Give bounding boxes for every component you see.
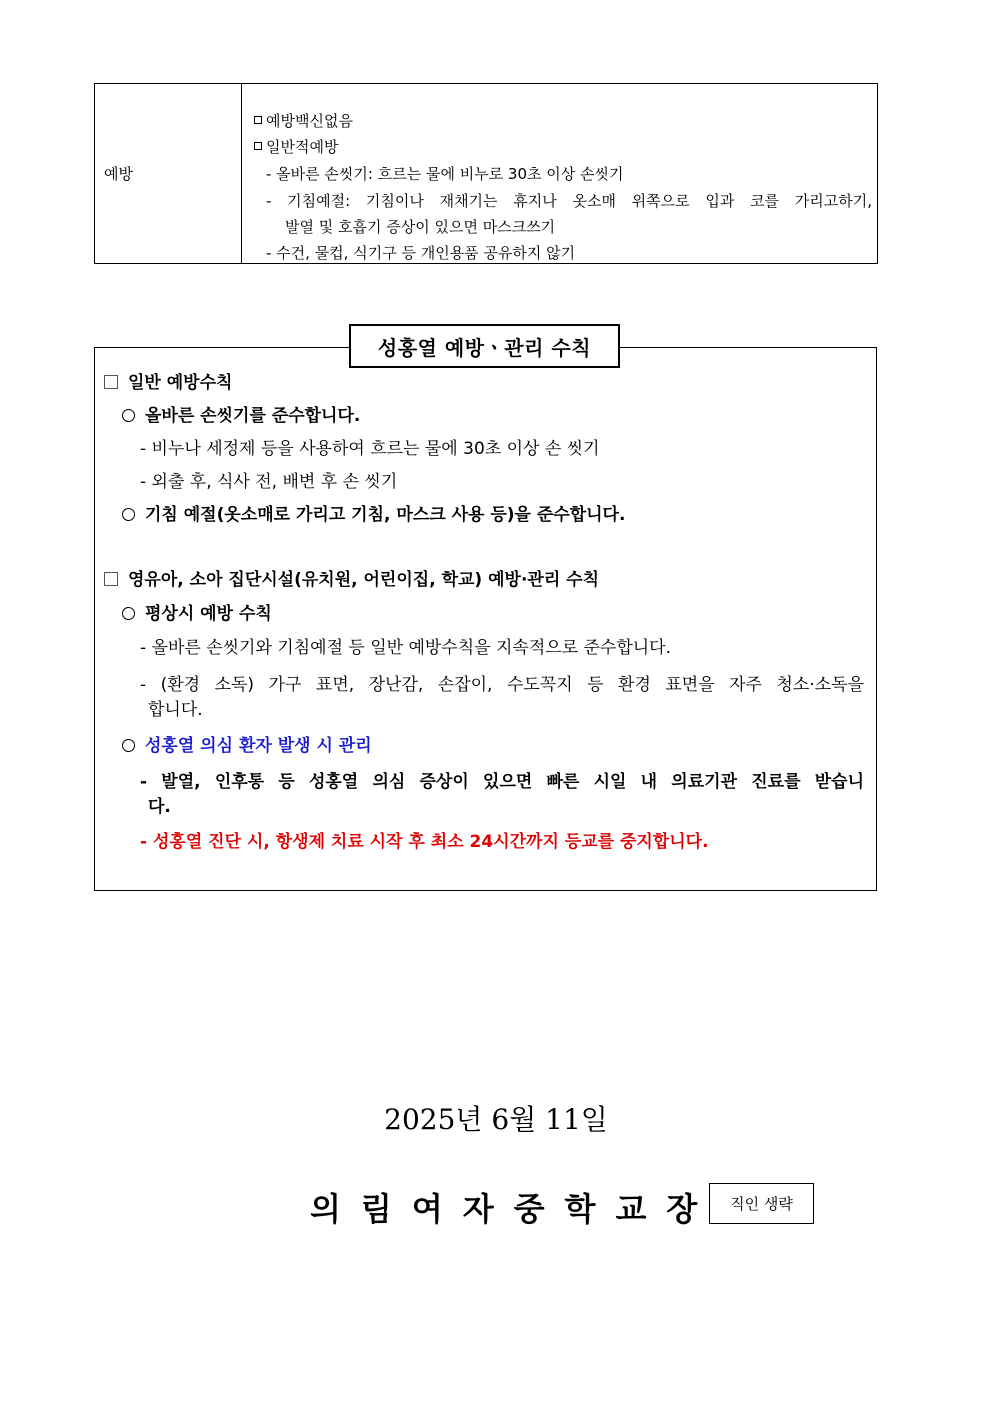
prevention-line: 발열 및 호흡기 증상이 있으면 마스크쓰기 bbox=[285, 218, 556, 236]
prevention-line: - 올바른 손씻기: 흐르는 물에 비누로 30초 이상 손씻기 bbox=[266, 165, 624, 183]
normal-sub-cont: 합니다. bbox=[148, 700, 203, 720]
prevention-line: 일반적예방 bbox=[254, 137, 338, 157]
checkbox-square-icon bbox=[104, 572, 118, 586]
document-date: 2025년 6월 11일 bbox=[384, 1103, 608, 1136]
rules-title: 성홍열 예방ㆍ관리 수칙 bbox=[349, 324, 620, 368]
suspect-sub-cont: 다. bbox=[148, 797, 171, 817]
small-square-icon bbox=[254, 142, 262, 150]
suspect-notice: - 성홍열 진단 시, 항생제 치료 시작 후 최소 24시간까지 등교를 중지합니다. bbox=[140, 832, 709, 852]
prevention-line: 예방백신없음 bbox=[254, 111, 353, 131]
principal-title: 의림여자중학교장 bbox=[310, 1190, 718, 1228]
normal-sub: - 올바른 손씻기와 기침예절 등 일반 예방수칙을 지속적으로 준수합니다. bbox=[140, 638, 672, 658]
checkbox-square-icon bbox=[104, 375, 118, 389]
normal-heading: 평상시 예방 수칙 bbox=[122, 602, 272, 626]
circle-bullet-icon bbox=[122, 739, 135, 752]
prevention-line: - 기침예절: 기침이나 재채기는 휴지나 옷소매 위쪽으로 입과 코를 가리고하기, bbox=[266, 192, 872, 210]
normal-sub: - (환경 소독) 가구 표면, 장난감, 손잡이, 수도꼭지 등 환경 표면을 자주 청소·소독을 bbox=[140, 675, 864, 695]
seal-omitted-box: 직인 생략 bbox=[709, 1183, 814, 1224]
general-sub: - 비누나 세정제 등을 사용하여 흐르는 물에 30초 이상 손 씻기 bbox=[140, 439, 600, 459]
prevention-table bbox=[94, 83, 878, 264]
small-square-icon bbox=[254, 116, 262, 124]
general-sub: - 외출 후, 식사 전, 배변 후 손 씻기 bbox=[140, 472, 398, 492]
general-item: 기침 예절(옷소매로 가리고 기침, 마스크 사용 등)을 준수합니다. bbox=[122, 503, 625, 527]
general-item: 올바른 손씻기를 준수합니다. bbox=[122, 404, 360, 428]
suspect-heading: 성홍열 의심 환자 발생 시 관리 bbox=[122, 734, 372, 758]
circle-bullet-icon bbox=[122, 508, 135, 521]
general-heading: 일반 예방수칙 bbox=[104, 371, 232, 395]
facility-heading: 영유아, 소아 집단시설(유치원, 어린이집, 학교) 예방·관리 수칙 bbox=[104, 568, 599, 592]
prevention-line: - 수건, 물컵, 식기구 등 개인용품 공유하지 않기 bbox=[266, 244, 576, 262]
circle-bullet-icon bbox=[122, 409, 135, 422]
prevention-content bbox=[242, 84, 877, 263]
suspect-sub: - 발열, 인후통 등 성홍열 의심 증상이 있으면 빠른 시일 내 의료기관 진료를 받습니 bbox=[140, 772, 864, 792]
circle-bullet-icon bbox=[122, 607, 135, 620]
prevention-label: 예방 bbox=[95, 84, 242, 263]
